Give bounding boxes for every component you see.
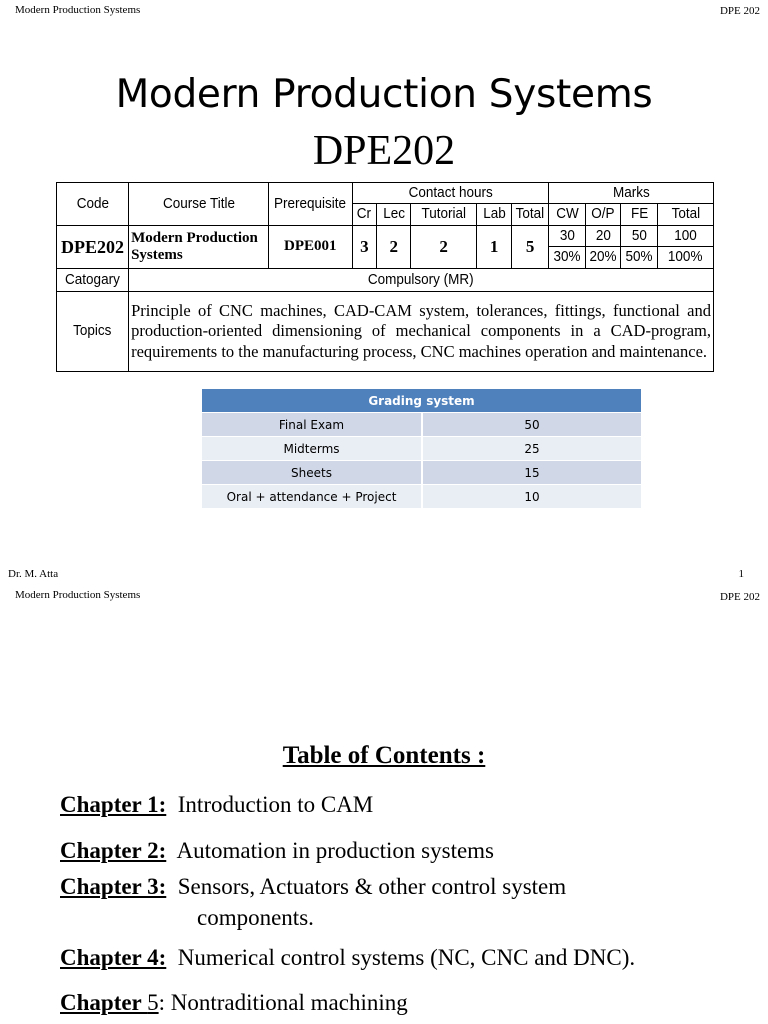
toc-chapter-5 xyxy=(60,990,408,1016)
toc-chapter-1 xyxy=(60,792,373,818)
grading-value: 50 xyxy=(423,413,641,437)
cell-lec: 2 xyxy=(377,226,411,269)
header-course-name-2: Modern Production Systems xyxy=(15,589,141,601)
cell-cr: 3 xyxy=(352,226,377,269)
header-op: O/P xyxy=(586,204,621,226)
grading-item: Oral + attendance + Project xyxy=(202,485,423,509)
header-contact-hours: Contact hours xyxy=(352,183,549,204)
course-info-table xyxy=(56,182,714,372)
header-total: Total xyxy=(512,204,549,226)
category-label: Catogary xyxy=(57,269,129,292)
cell-code: DPE202 xyxy=(57,226,129,269)
chapter-number: 5 xyxy=(147,990,159,1015)
page-title: Modern Production Systems xyxy=(115,72,653,117)
header-course-code: DPE 202 xyxy=(719,5,760,17)
cell-cw: 30 xyxy=(549,226,586,247)
topics-value: Principle of CNC machines, CAD-CAM system, tolerances, fittings, functional and production-oriented dimensioning of mechanical components in a CAD-program, requirements to the manufacturing process, CNC machines operation and maintenance. xyxy=(129,292,714,372)
footer-author: Dr. M. Atta xyxy=(8,568,59,580)
grading-title: Grading system xyxy=(202,389,641,413)
topics-label: Topics xyxy=(57,292,129,372)
chapter-text: : Nontraditional machining xyxy=(158,990,408,1015)
toc-title: Table of Contents : xyxy=(282,742,486,769)
cell-op: 20 xyxy=(586,226,621,247)
grading-item: Midterms xyxy=(202,437,423,461)
cell-tutorial: 2 xyxy=(411,226,477,269)
grading-item: Final Exam xyxy=(202,413,423,437)
chapter-text: Introduction to CAM xyxy=(177,792,374,817)
chapter-label: Chapter 2: xyxy=(60,838,167,863)
chapter-label: Chapter 3: xyxy=(60,874,167,899)
cell-op-pct: 20% xyxy=(586,247,621,269)
header-prerequisite: Prerequisite xyxy=(269,183,352,226)
grading-value: 15 xyxy=(423,461,641,485)
cell-fe: 50 xyxy=(621,226,658,247)
grading-value: 25 xyxy=(423,437,641,461)
header-marks-total: Total xyxy=(658,204,714,226)
header-cr: Cr xyxy=(352,204,377,226)
cell-lab: 1 xyxy=(477,226,512,269)
grading-table xyxy=(202,389,641,509)
cell-course-title: Modern Production Systems xyxy=(129,226,269,269)
chapter-label: Chapter xyxy=(60,990,148,1015)
header-course-code-2: DPE 202 xyxy=(719,591,760,603)
toc-chapter-3 xyxy=(60,874,566,900)
toc-chapter-4 xyxy=(60,945,635,971)
chapter-text: Automation in production systems xyxy=(176,838,495,863)
cell-total: 5 xyxy=(512,226,549,269)
header-tutorial: Tutorial xyxy=(411,204,477,226)
category-value: Compulsory (MR) xyxy=(129,269,714,292)
table-row xyxy=(202,413,641,437)
chapter-label: Chapter 4: xyxy=(60,945,167,970)
chapter-label: Chapter 1: xyxy=(60,792,167,817)
cell-cw-pct: 30% xyxy=(549,247,586,269)
grading-item: Sheets xyxy=(202,461,423,485)
cell-prerequisite: DPE001 xyxy=(269,226,352,269)
table-row xyxy=(202,485,641,509)
header-code: Code xyxy=(57,183,129,226)
table-row xyxy=(202,461,641,485)
header-course-name: Modern Production Systems xyxy=(15,4,141,16)
cell-fe-pct: 50% xyxy=(621,247,658,269)
page-subtitle: DPE202 xyxy=(312,128,456,174)
table-row xyxy=(202,437,641,461)
cell-total-pct: 100% xyxy=(658,247,714,269)
cell-marks-total: 100 xyxy=(658,226,714,247)
header-cw: CW xyxy=(549,204,586,226)
chapter-text: Numerical control systems (NC, CNC and DNC). xyxy=(177,945,636,970)
chapter-text: Sensors, Actuators & other control system xyxy=(177,874,567,899)
toc-chapter-3-continued: components. xyxy=(197,905,314,930)
header-fe: FE xyxy=(621,204,658,226)
header-lab: Lab xyxy=(477,204,512,226)
header-marks: Marks xyxy=(549,183,714,204)
header-lec: Lec xyxy=(377,204,411,226)
toc-chapter-2 xyxy=(60,838,494,864)
grading-value: 10 xyxy=(423,485,641,509)
header-course-title: Course Title xyxy=(129,183,269,226)
page-number: 1 xyxy=(738,568,744,580)
